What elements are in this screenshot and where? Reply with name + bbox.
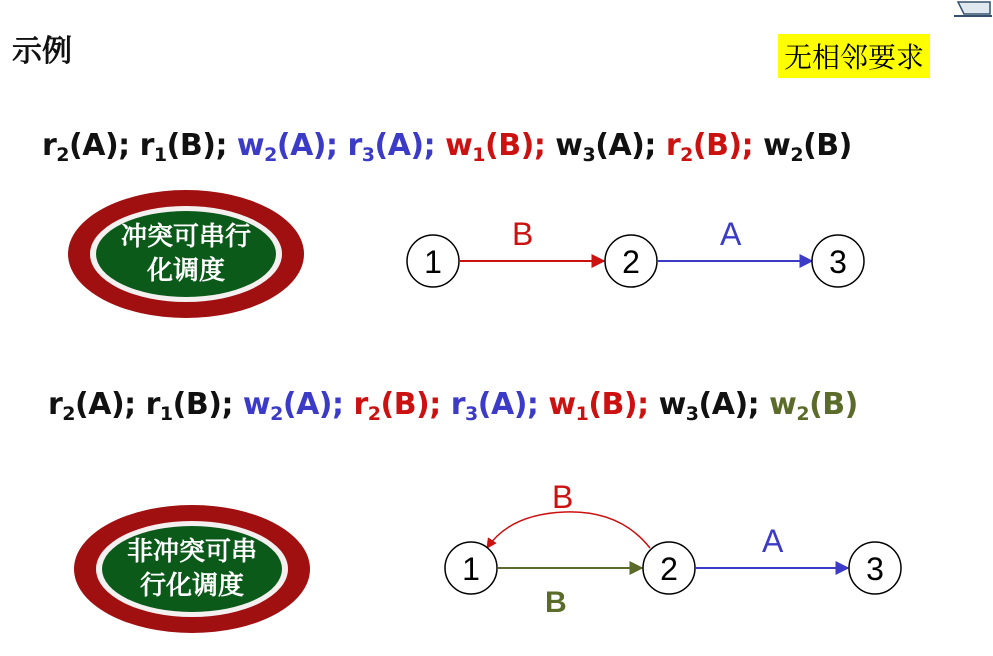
op-transaction: 3 [582, 144, 596, 166]
op-transaction: 2 [367, 403, 381, 425]
op-item: (A) [595, 128, 645, 163]
op-item: (A) [69, 128, 119, 163]
oval-label-2 [74, 505, 310, 633]
op-separator: ; [332, 387, 354, 422]
node-label-2-b: 2 [660, 551, 678, 587]
op-item: (A) [75, 387, 125, 422]
op-letter: w [658, 387, 686, 422]
op-item: (B) [172, 387, 222, 422]
op-item: (B) [166, 128, 216, 163]
edge-2-to-1-curved [487, 512, 650, 548]
op-separator: ; [221, 387, 243, 422]
oval-1-line-2: 化调度 [146, 256, 225, 286]
op-letter: r [42, 128, 57, 163]
node-label-1: 1 [424, 244, 442, 280]
op-separator: ; [526, 387, 549, 422]
op-item: (B) [809, 387, 858, 422]
op-item: (A) [698, 387, 748, 422]
op-letter: w [242, 387, 271, 422]
op-letter: r [48, 387, 63, 422]
op-letter: r [347, 128, 362, 163]
op-letter: w [763, 128, 791, 163]
op-separator: ; [533, 128, 556, 163]
node-label-1-b: 1 [462, 551, 480, 587]
op-separator: ; [423, 128, 446, 163]
op-item: (B) [803, 128, 852, 163]
op-separator: ; [644, 128, 666, 163]
op-transaction: 3 [685, 403, 699, 425]
op-transaction: 2 [796, 403, 810, 425]
oval-2-line-1: 非冲突可串 [126, 537, 257, 567]
op-transaction: 2 [680, 144, 693, 166]
op-transaction: 1 [575, 403, 589, 425]
op-letter: r [139, 128, 154, 163]
edge-label-1-to-2: B [512, 216, 534, 252]
op-transaction: 2 [62, 403, 76, 425]
op-letter: w [555, 128, 583, 163]
op-transaction: 3 [361, 144, 375, 166]
op-letter: r [450, 387, 466, 422]
op-item: (A) [374, 128, 424, 163]
schedule-op [769, 387, 858, 425]
op-letter: r [353, 387, 368, 422]
op-transaction: 2 [264, 144, 277, 166]
node-label-3: 3 [829, 244, 847, 280]
slide-title: 示例 [12, 34, 72, 69]
op-transaction: 2 [56, 144, 70, 166]
edge-label-2-to-3-b: A [762, 523, 784, 559]
op-separator: ; [429, 387, 451, 422]
op-transaction: 1 [153, 144, 167, 166]
op-separator: ; [215, 128, 237, 163]
schedule-op [450, 387, 549, 425]
edge-label-2-to-1: B [552, 479, 574, 515]
op-separator: ; [326, 128, 348, 163]
schedule-op [353, 387, 451, 425]
op-transaction: 1 [472, 144, 486, 166]
op-item: (A) [276, 128, 326, 163]
edge-label-1-to-2-b: B [545, 586, 567, 619]
op-transaction: 2 [790, 144, 804, 166]
op-letter: w [769, 387, 797, 422]
op-separator: ; [118, 128, 140, 163]
op-item: (B) [692, 128, 742, 163]
op-separator: ; [637, 387, 659, 422]
oval-2-line-2: 行化调度 [139, 571, 244, 601]
requirement-badge: 无相邻要求 [778, 34, 930, 78]
oval-text-2 [74, 505, 310, 633]
op-transaction: 2 [270, 403, 283, 425]
op-letter: w [445, 128, 473, 163]
edge-label-2-to-3: A [720, 216, 742, 252]
schedule-op [48, 387, 146, 425]
op-letter: r [665, 128, 681, 163]
op-item: (B) [588, 387, 638, 422]
op-transaction: 1 [159, 403, 173, 425]
oval-1-line-1: 冲突可串行 [120, 222, 251, 252]
op-letter: w [236, 128, 265, 163]
op-item: (B) [485, 128, 534, 163]
op-transaction: 3 [465, 403, 478, 425]
schedule-op [548, 387, 659, 425]
op-item: (B) [380, 387, 430, 422]
node-label-3-b: 3 [866, 551, 884, 587]
op-separator: ; [124, 387, 146, 422]
schedule-op [658, 387, 770, 425]
op-letter: r [145, 387, 160, 422]
schedule-op [145, 387, 243, 425]
node-label-2: 2 [622, 244, 640, 280]
op-item: (A) [477, 387, 527, 422]
schedule-2 [48, 387, 858, 425]
op-separator: ; [741, 128, 764, 163]
op-separator: ; [747, 387, 770, 422]
schedule-op [242, 387, 354, 425]
op-letter: w [548, 387, 576, 422]
op-item: (A) [282, 387, 332, 422]
